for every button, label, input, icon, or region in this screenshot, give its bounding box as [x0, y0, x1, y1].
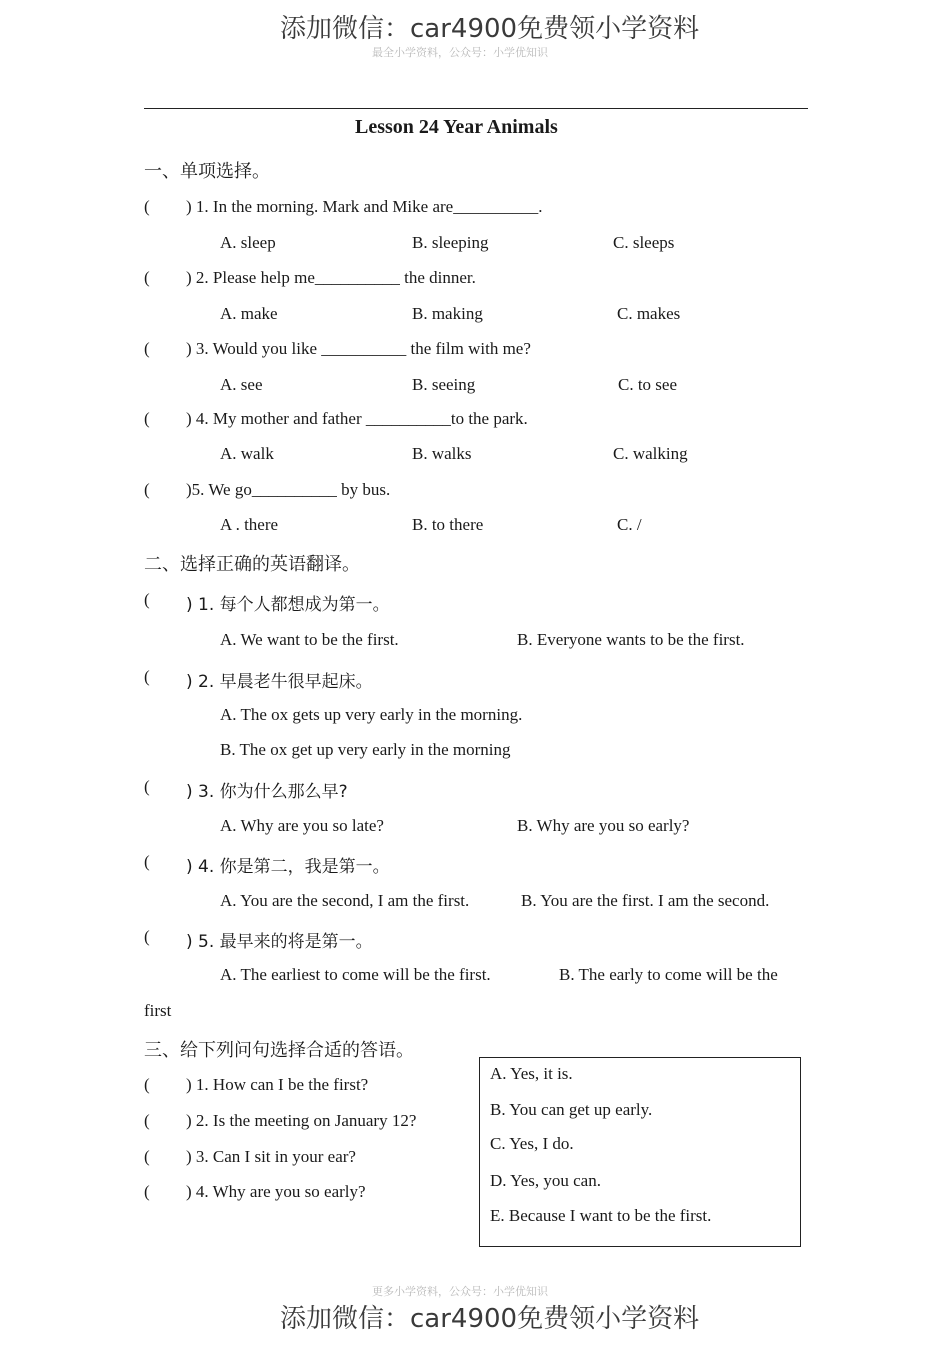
section3-heading: 三、给下列问句选择合适的答语。 — [144, 1040, 414, 1061]
answer-paren[interactable]: ( — [144, 1182, 150, 1201]
option-a: A. see — [220, 375, 263, 394]
option-a: A. Why are you so late? — [220, 816, 384, 835]
question-stem: ) 3. 你为什么那么早? — [186, 782, 348, 802]
answer-option-d: D. Yes, you can. — [490, 1171, 601, 1190]
option-a: A. sleep — [220, 233, 276, 252]
answer-option-b: B. You can get up early. — [490, 1100, 653, 1119]
option-a: A. We want to be the first. — [220, 630, 399, 649]
question-stem: )5. We go__________ by bus. — [186, 480, 391, 499]
answer-paren[interactable]: ( — [144, 1147, 150, 1166]
question-stem: ) 2. Please help me__________ the dinner. — [186, 268, 476, 287]
option-a: A. walk — [220, 444, 274, 463]
option-c: C. walking — [613, 444, 688, 463]
footer-banner: 添加微信：car4900免费领小学资料 — [280, 1304, 700, 1334]
lesson-title: Lesson 24 Year Animals — [355, 116, 558, 138]
question-stem: ) 4. 你是第二，我是第一。 — [186, 857, 390, 877]
answer-paren[interactable]: ( — [144, 339, 150, 358]
question-stem: ) 4. Why are you so early? — [186, 1182, 366, 1201]
answer-option-e: E. Because I want to be the first. — [490, 1206, 712, 1225]
option-b: B. to there — [412, 515, 484, 534]
option-b: B. walks — [412, 444, 472, 463]
option-b: B. Why are you so early? — [517, 816, 690, 835]
answer-paren[interactable]: ( — [144, 927, 150, 946]
answer-paren[interactable]: ( — [144, 667, 150, 686]
option-b: B. You are the first. I am the second. — [521, 891, 770, 910]
footer-faint-line: 更多小学资料，公众号：小学优知识 — [372, 1285, 548, 1298]
question-stem: ) 3. Would you like __________ the film with me? — [186, 339, 531, 358]
option-b: B. sleeping — [412, 233, 489, 252]
option-c: C. makes — [617, 304, 681, 323]
section1-heading: 一、单项选择。 — [144, 161, 270, 182]
option-a: A. The ox gets up very early in the morning. — [220, 705, 523, 724]
answer-paren[interactable]: ( — [144, 409, 150, 428]
option-c: C. / — [617, 515, 642, 534]
question-stem: ) 3. Can I sit in your ear? — [186, 1147, 356, 1166]
answer-paren[interactable]: ( — [144, 590, 150, 609]
answer-paren[interactable]: ( — [144, 197, 150, 216]
option-b: B. The ox get up very early in the morning — [220, 740, 511, 759]
question-stem: ) 1. 每个人都想成为第一。 — [186, 595, 390, 615]
header-banner: 添加微信：car4900免费领小学资料 — [280, 14, 700, 44]
question-stem: ) 2. 早晨老牛很早起床。 — [186, 672, 373, 692]
option-c: C. to see — [618, 375, 678, 394]
answer-paren[interactable]: ( — [144, 777, 150, 796]
option-b: B. seeing — [412, 375, 476, 394]
option-b: B. Everyone wants to be the first. — [517, 630, 745, 649]
option-a: A . there — [220, 515, 279, 534]
question-stem: ) 5. 最早来的将是第一。 — [186, 932, 373, 952]
answer-paren[interactable]: ( — [144, 1111, 150, 1130]
option-b: B. The early to come will be the — [559, 965, 778, 984]
answer-paren[interactable]: ( — [144, 480, 150, 499]
question-stem: ) 1. How can I be the first? — [186, 1075, 369, 1094]
section2-heading: 二、选择正确的英语翻译。 — [144, 554, 360, 575]
answer-paren[interactable]: ( — [144, 1075, 150, 1094]
option-b-continued: first — [144, 1001, 172, 1020]
option-a: A. The earliest to come will be the first. — [220, 965, 491, 984]
option-c: C. sleeps — [613, 233, 675, 252]
option-a: A. You are the second, I am the first. — [220, 891, 470, 910]
header-rule — [144, 108, 808, 109]
answer-option-a: A. Yes, it is. — [490, 1064, 573, 1083]
answer-option-c: C. Yes, I do. — [490, 1134, 574, 1153]
answer-paren[interactable]: ( — [144, 852, 150, 871]
header-faint-line: 最全小学资料，公众号：小学优知识 — [372, 46, 548, 59]
question-stem: ) 4. My mother and father __________to the park. — [186, 409, 528, 428]
answer-paren[interactable]: ( — [144, 268, 150, 287]
question-stem: ) 1. In the morning. Mark and Mike are__________. — [186, 197, 543, 216]
option-a: A. make — [220, 304, 278, 323]
question-stem: ) 2. Is the meeting on January 12? — [186, 1111, 417, 1130]
option-b: B. making — [412, 304, 483, 323]
